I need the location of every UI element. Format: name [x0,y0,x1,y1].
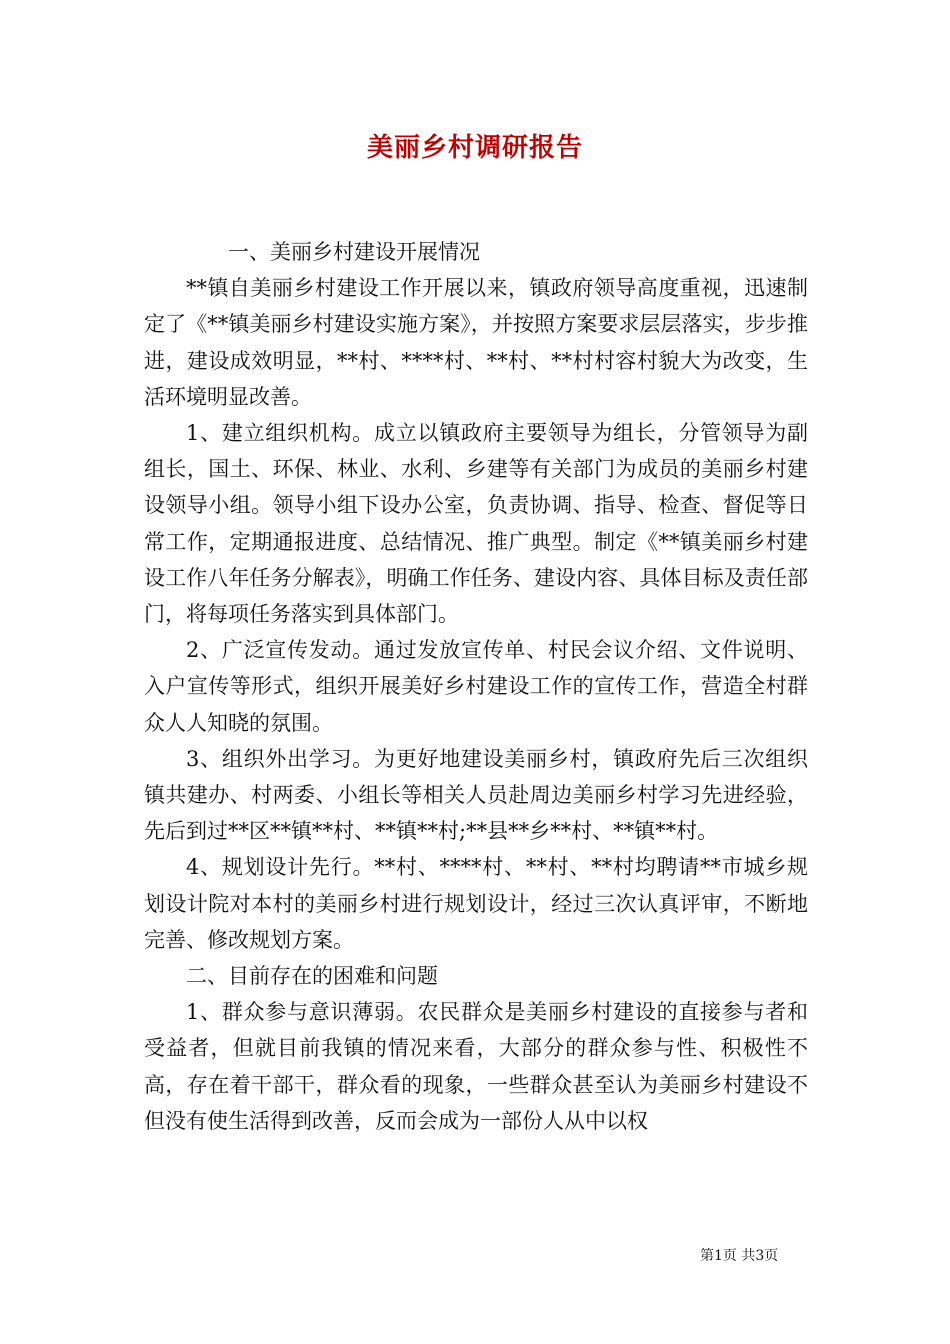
document-body [144,234,808,1139]
page-number-footer: 第1页 共3页 [700,1248,779,1264]
paragraph-item-1: 1、建立组织机构。成立以镇政府主要领导为组长，分管领导为副组长，国土、环保、林业、水利、乡建等有关部门为成员的美丽乡村建设领导小组。领导小组下设办公室，负责协调、指导、检查、督促等日常工作，定期通报进度、总结情况、推广典型。制定《**镇美丽乡村建设工作八年任务分解表》，明确工作任务、建设内容、具体目标及责任部门，将每项任务落实到具体部门。 [144,421,808,627]
paragraph-item-2: 2、广泛宣传发动。通过发放宣传单、村民会议介绍、文件说明、入户宣传等形式，组织开展美好乡村建设工作的宣传工作，营造全村群众人人知晓的氛围。 [144,638,808,735]
paragraph-problem-1: 1、群众参与意识薄弱。农民群众是美丽乡村建设的直接参与者和受益者，但就目前我镇的情况来看，大部分的群众参与性、积极性不高，存在着干部干，群众看的现象，一些群众甚至认为美丽乡村建设不但没有使生活得到改善，反而会成为一部份人从中以权 [144,1000,808,1133]
section-heading-1: 一、美丽乡村建设开展情况 [228,240,480,264]
paragraph-item-3: 3、组织外出学习。为更好地建设美丽乡村，镇政府先后三次组织镇共建办、村两委、小组长等相关人员赴周边美丽乡村学习先进经验，先后到过**区**镇**村、**镇**村;**县**乡**村、**镇**村。 [144,746,808,844]
section-heading-2: 二、目前存在的困难和问题 [186,964,438,989]
document-title: 美丽乡村调研报告 [366,133,583,163]
paragraph-item-4: 4、规划设计先行。**村、****村、**村、**村均聘请**市城乡规划设计院对本村的美丽乡村进行规划设计，经过三次认真评审，不断地完善、修改规划方案。 [144,855,808,952]
paragraph-intro: **镇自美丽乡村建设工作开展以来，镇政府领导高度重视，迅速制定了《**镇美丽乡村建设实施方案》，并按照方案要求层层落实，步步推进，建设成效明显，**村、****村、**村、**村村容村貌大为改变，生活环境明显改善。 [144,276,808,409]
